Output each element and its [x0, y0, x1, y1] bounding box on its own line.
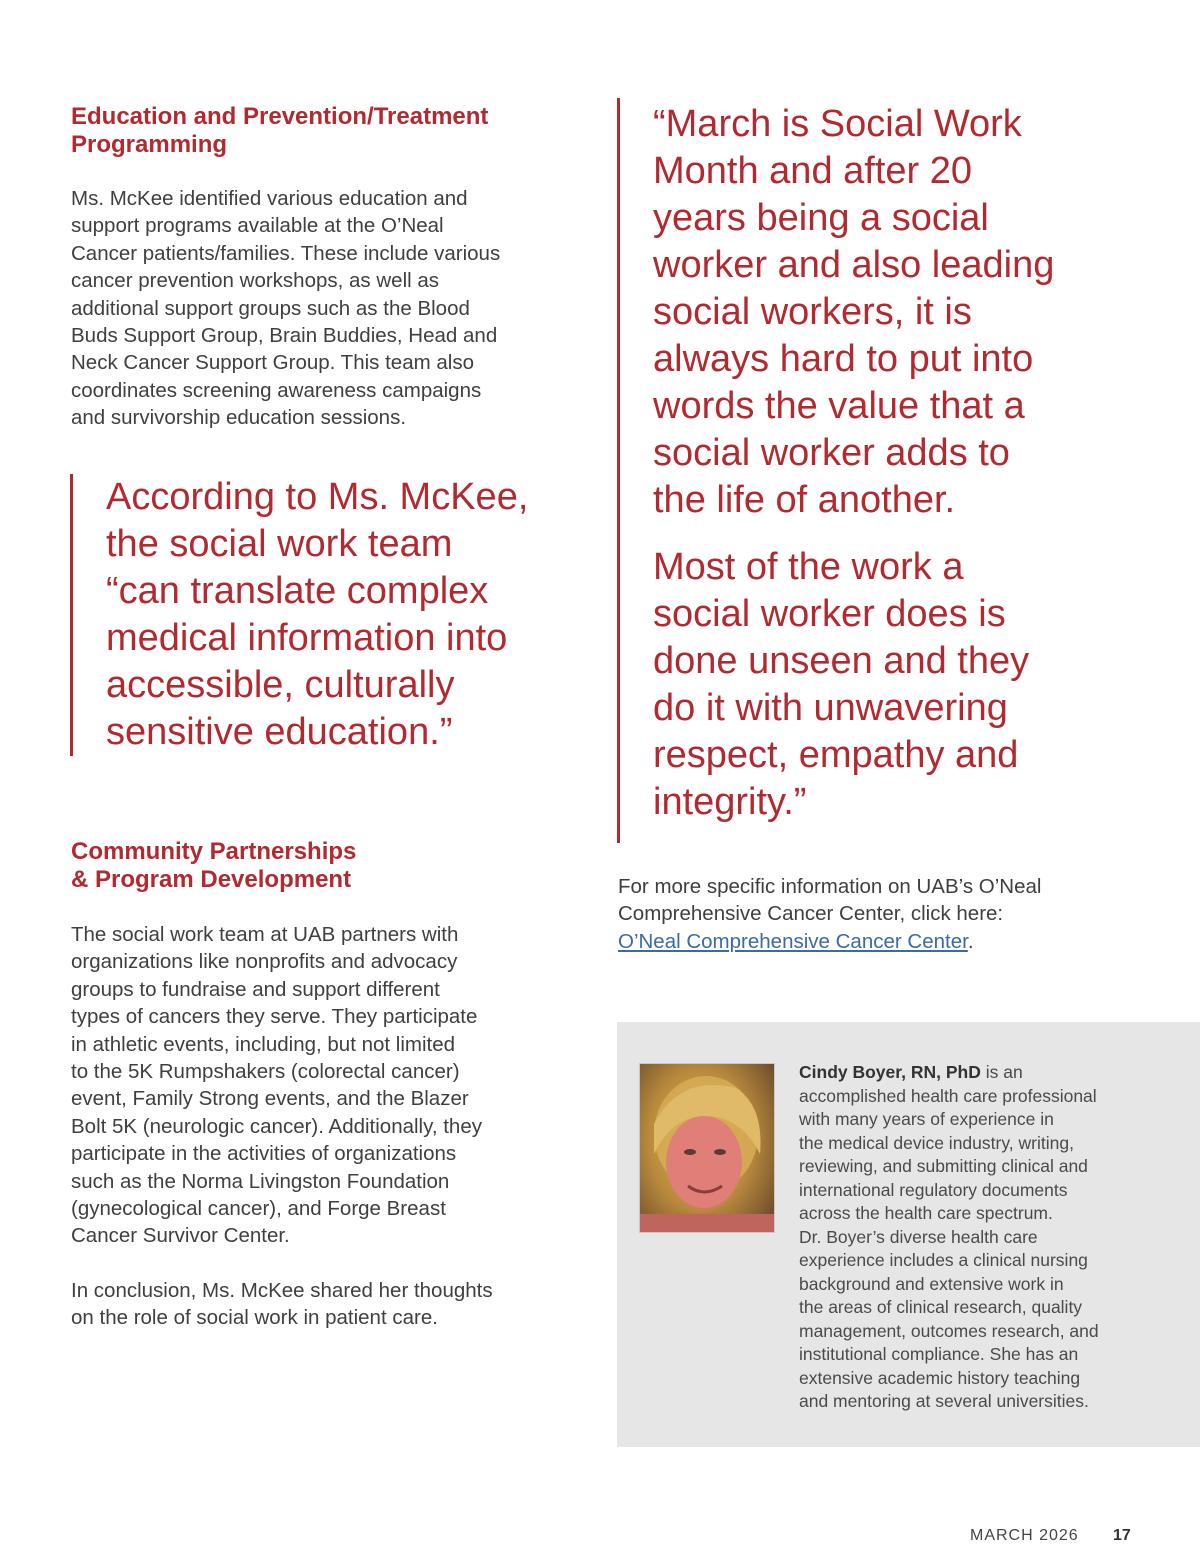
text-line: Comprehensive Cancer Center, click here:: [618, 902, 1004, 926]
heading-line: & Program Development: [71, 866, 352, 893]
text-line: participate in the activities of organizations: [71, 1142, 457, 1166]
quote-line: Month and after 20: [653, 150, 972, 192]
text-line: For more specific information on UAB’s O’Neal: [618, 875, 1042, 898]
text-line: groups to fundraise and support different: [71, 977, 440, 1001]
section-community: [71, 838, 591, 1332]
quote-line: According to Ms. McKee,: [106, 476, 529, 518]
text-line: types of cancers they serve. They participate: [71, 1005, 478, 1029]
text-line: experience includes a clinical nursing: [799, 1250, 1088, 1270]
quote-line: “March is Social Work: [653, 103, 1022, 145]
text-line: and mentoring at several universities.: [799, 1391, 1089, 1411]
text-line: the areas of clinical research, quality: [799, 1297, 1083, 1317]
text-line: event, Family Strong events, and the Blazer: [71, 1087, 469, 1111]
text-line: on the role of social work in patient care.: [71, 1306, 438, 1330]
more-info: [618, 873, 1178, 955]
quote-line: sensitive education.”: [106, 711, 453, 753]
oneal-cancer-center-link[interactable]: O’Neal Comprehensive Cancer Center: [618, 929, 968, 953]
quote-line: words the value that a: [653, 385, 1025, 427]
pull-quote-right: [653, 101, 1183, 826]
text-line: across the health care spectrum.: [799, 1203, 1053, 1223]
trailing-period: .: [967, 929, 974, 953]
text-line: Buds Support Group, Brain Buddies, Head and: [71, 324, 498, 348]
quote-line: respect, empathy and: [653, 734, 1019, 776]
text-line: Dr. Boyer’s diverse health care: [799, 1226, 1038, 1247]
quote-bar-right: [617, 98, 620, 843]
text-line: reviewing, and submitting clinical and: [799, 1156, 1088, 1176]
text-line: coordinates screening awareness campaigns: [71, 378, 482, 402]
text-line: Ms. McKee identified various education and: [71, 187, 468, 210]
author-portrait: [639, 1063, 775, 1233]
quote-line: always hard to put into: [653, 338, 1034, 380]
text-line: The social work team at UAB partners with: [71, 923, 459, 946]
text-line: international regulatory documents: [799, 1179, 1068, 1200]
portrait-icon: [640, 1064, 774, 1232]
pull-quote-left: [106, 474, 596, 756]
community-paragraph: [71, 921, 591, 1250]
quote-line: the social work team: [106, 523, 453, 565]
section-heading-community: [71, 838, 591, 894]
author-bio-box: [617, 1022, 1200, 1447]
text-line: management, outcomes research, and: [799, 1320, 1099, 1341]
text-line: background and extensive work in: [799, 1273, 1064, 1294]
quote-line: “can translate complex: [106, 570, 489, 612]
text-line: is an: [980, 1062, 1023, 1082]
quote-line: the life of another.: [653, 479, 956, 521]
quote-line: years being a social: [653, 197, 989, 239]
quote-line: Most of the work a: [653, 546, 964, 588]
heading-line: Programming: [71, 131, 228, 158]
text-line: organizations like nonprofits and advocacy: [71, 950, 458, 974]
quote-line: worker and also leading: [653, 244, 1055, 286]
text-line: extensive academic history teaching: [799, 1367, 1081, 1388]
page-number: 17: [1113, 1527, 1131, 1544]
section-heading-education: [71, 103, 591, 159]
education-paragraph: [71, 185, 591, 432]
text-line: cancer prevention workshops, as well as: [71, 269, 440, 293]
text-line: Neck Cancer Support Group. This team also: [71, 351, 474, 375]
quote-line: social worker adds to: [653, 432, 1010, 474]
quote-bar-left: [70, 474, 73, 756]
quote-line: social worker does is: [653, 593, 1006, 635]
text-line: the medical device industry, writing,: [799, 1132, 1074, 1153]
bio-text-block: [799, 1061, 1189, 1414]
quote-line: do it with unwavering: [653, 687, 1008, 729]
quote-line: done unseen and they: [653, 640, 1030, 682]
text-line: to the 5K Rumpshakers (colorectal cancer): [71, 1060, 460, 1084]
text-line: Cancer Survivor Center.: [71, 1224, 290, 1248]
quote-line: medical information into: [106, 617, 508, 659]
text-line: with many years of experience in: [799, 1109, 1054, 1129]
text-line: in athletic events, including, but not limited: [71, 1032, 456, 1056]
text-line: In conclusion, Ms. McKee shared her thoughts: [71, 1278, 493, 1302]
heading-line: Community Partnerships: [71, 838, 357, 865]
text-line: such as the Norma Livingston Foundation: [71, 1169, 450, 1193]
text-line: Bolt 5K (neurologic cancer). Additionally, they: [71, 1114, 482, 1138]
footer-issue-date: MARCH 2026: [970, 1527, 1079, 1544]
author-name: Cindy Boyer, RN, PhD: [799, 1062, 981, 1082]
conclusion-paragraph: [71, 1277, 591, 1332]
text-line: Cancer patients/families. These include various: [71, 241, 501, 265]
text-line: accomplished health care professional: [799, 1085, 1097, 1106]
section-education: [71, 103, 591, 432]
text-line: and survivorship education sessions.: [71, 406, 407, 430]
text-line: institutional compliance. She has an: [799, 1344, 1079, 1364]
quote-line: social workers, it is: [653, 291, 972, 333]
quote-line: accessible, culturally: [106, 664, 455, 706]
text-line: (gynecological cancer), and Forge Breast: [71, 1197, 446, 1221]
quote-line: integrity.”: [653, 781, 807, 823]
heading-line: Education and Prevention/Treatment: [71, 103, 489, 130]
text-line: additional support groups such as the Blood: [71, 296, 470, 320]
text-line: support programs available at the O’Neal: [71, 214, 444, 238]
